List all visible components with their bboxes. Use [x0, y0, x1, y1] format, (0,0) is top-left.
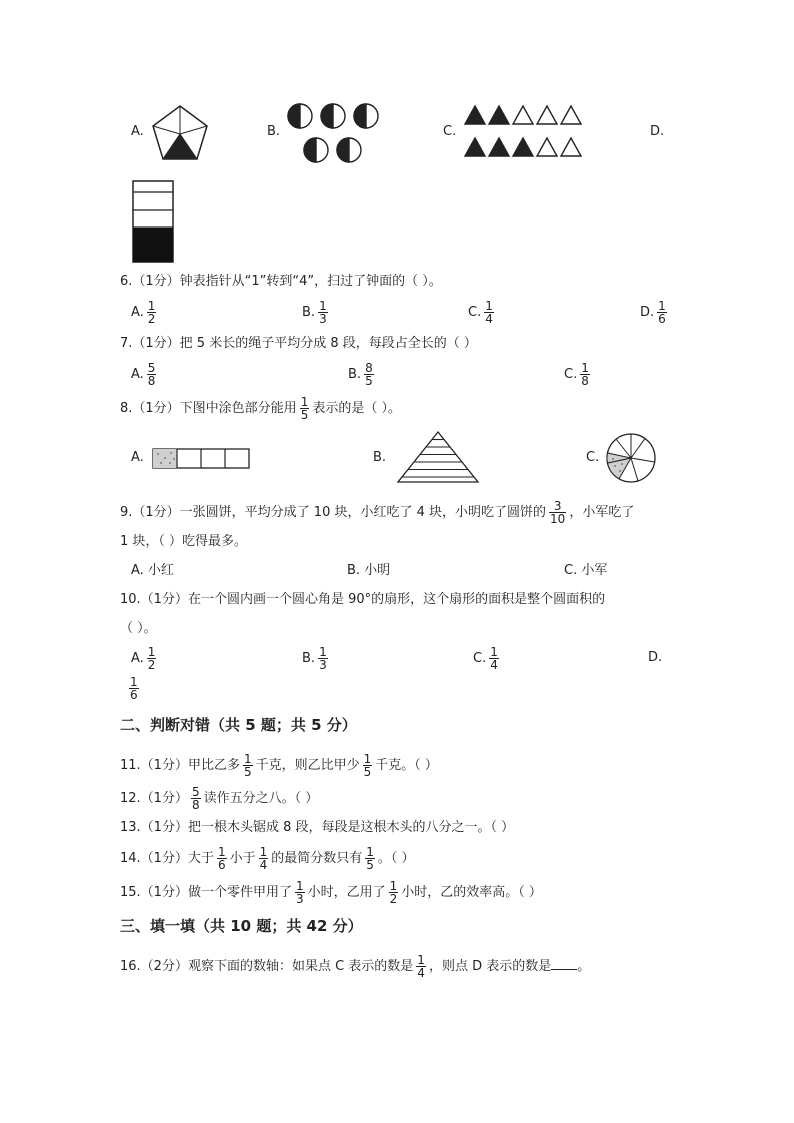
q10-option-b-fraction: $\frac{1}{3}$: [319, 645, 327, 672]
q6-option-d-fraction: $\frac{1}{6}$: [658, 299, 666, 326]
q8-option-c-label[interactable]: C.: [586, 450, 600, 465]
q6-option-d-label: D.: [640, 305, 655, 320]
q8-option-b-label[interactable]: B.: [373, 450, 387, 465]
q13-stem: 13.（1分）把一根木头锯成 8 段，每段是这根木头的八分之一。（ ）: [120, 820, 515, 835]
q10-option-a-fraction: $\frac{1}{2}$: [147, 645, 156, 672]
q9-stem-fraction: $\frac{3}{10}$: [550, 499, 566, 526]
q6-option-c-label: C.: [468, 305, 482, 320]
q7-option-a-label: A.: [131, 367, 144, 382]
q8-option-a-strip-figure: [152, 448, 252, 470]
q16-stem: 16.（2分）观察下面的数轴：如果点 C 表示的数是 $\frac{1}{4}$ ，则点 D 表示的数是 。: [120, 953, 591, 980]
q6-option-d[interactable]: [640, 300, 670, 325]
q5-option-b-label: B.: [267, 124, 281, 139]
q10-option-c-fraction: $\frac{1}{4}$: [490, 645, 498, 672]
q15-stem: 15.（1分）做一个零件甲用了 $\frac{1}{3}$ 小时，乙用了 $\frac{1}{2}$ 小时，乙的效率高。（ ）: [120, 879, 542, 906]
q10-option-c-label: C.: [473, 651, 487, 666]
q6-option-b-label: B.: [302, 305, 316, 320]
q9-stem-post: ，小军吃了: [569, 505, 635, 520]
q7-option-c-label: C.: [564, 367, 578, 382]
q10-option-b[interactable]: [302, 646, 331, 671]
q5-pentagon-figure: [150, 104, 210, 162]
q7-option-b-fraction: $\frac{8}{5}$: [365, 361, 373, 388]
q7-option-c-fraction: $\frac{1}{8}$: [581, 361, 589, 388]
q9-option-a[interactable]: A. 小红: [131, 563, 174, 578]
q8-option-c-pie-figure: [605, 432, 657, 484]
q10-stem-line2: （ ）。: [120, 621, 157, 636]
q6-stem: 6.（1分）钟表指针从“1”转到“4”，扫过了钟面的（ ）。: [120, 274, 442, 289]
q9-option-b[interactable]: B. 小明: [347, 563, 391, 578]
q8-option-a-label[interactable]: A.: [131, 450, 144, 465]
q10-option-a-label: A.: [131, 651, 144, 666]
q6-option-b[interactable]: [302, 300, 331, 325]
q16-answer-blank[interactable]: [551, 955, 577, 970]
q8-stem-fraction: $\frac{1}{5}$: [300, 395, 309, 422]
q7-option-b[interactable]: [348, 362, 377, 387]
q5-half-circles-figure: [286, 102, 382, 166]
q9-stem: [120, 500, 634, 525]
q5-bar-figure: [132, 180, 174, 264]
q6-option-a-fraction: $\frac{1}{2}$: [147, 299, 156, 326]
q7-stem: 7.（1分）把 5 米长的绳子平均分成 8 段，每段占全长的（ ）: [120, 336, 477, 351]
q5-option-d-label: D.: [650, 124, 665, 139]
q6-option-c-fraction: $\frac{1}{4}$: [485, 299, 493, 326]
q10-option-a[interactable]: [131, 646, 159, 671]
q7-option-a[interactable]: [131, 362, 159, 387]
q10-option-d-fraction[interactable]: $\frac{1}{6}$: [130, 675, 138, 702]
q7-option-b-label: B.: [348, 367, 362, 382]
section-3-heading: 三、填一填（共 10 题；共 42 分）: [120, 917, 363, 935]
q6-option-a[interactable]: [131, 300, 159, 325]
q5-triangles-figure: [464, 104, 590, 160]
q7-option-c[interactable]: [564, 362, 593, 387]
q10-option-b-label: B.: [302, 651, 316, 666]
q12-stem: 12.（1分） $\frac{5}{8}$ 读作五分之八。（ ）: [120, 785, 319, 812]
q10-option-c[interactable]: [473, 646, 502, 671]
q6-option-c[interactable]: [468, 300, 497, 325]
q6-option-a-label: A.: [131, 305, 144, 320]
section-2-heading: 二、判断对错（共 5 题；共 5 分）: [120, 716, 357, 734]
q10-stem: 10.（1分）在一个圆内画一个圆心角是 90°的扇形，这个扇形的面积是整个圆面积的: [120, 592, 606, 607]
q8-stem-post: 表示的是（ ）。: [312, 401, 401, 416]
q9-stem-pre: 9.（1分）一张圆饼，平均分成了 10 块，小红吃了 4 块，小明吃了圆饼的: [120, 505, 547, 520]
q7-option-a-fraction: $\frac{5}{8}$: [147, 361, 156, 388]
q5-option-c-label: C.: [443, 124, 457, 139]
q11-stem: 11.（1分）甲比乙多 $\frac{1}{5}$ 千克，则乙比甲少 $\frac{1}{5}$ 千克。（ ）: [120, 752, 438, 779]
q5-option-a-label: A.: [131, 124, 144, 139]
q9-stem-line2: 1 块，（ ）吃得最多。: [120, 534, 248, 549]
q8-stem-pre: 8.（1分）下图中涂色部分能用: [120, 401, 297, 416]
q9-option-c[interactable]: C. 小军: [564, 563, 608, 578]
q8-stem: [120, 396, 401, 421]
q14-stem: 14.（1分）大于 $\frac{1}{6}$ 小于 $\frac{1}{4}$ 的最简分数只有 $\frac{1}{5}$ 。（ ）: [120, 845, 415, 872]
q8-option-b-triangle-figure: [396, 430, 480, 484]
q6-option-b-fraction: $\frac{1}{3}$: [319, 299, 327, 326]
q10-option-d-label[interactable]: D.: [648, 650, 663, 665]
